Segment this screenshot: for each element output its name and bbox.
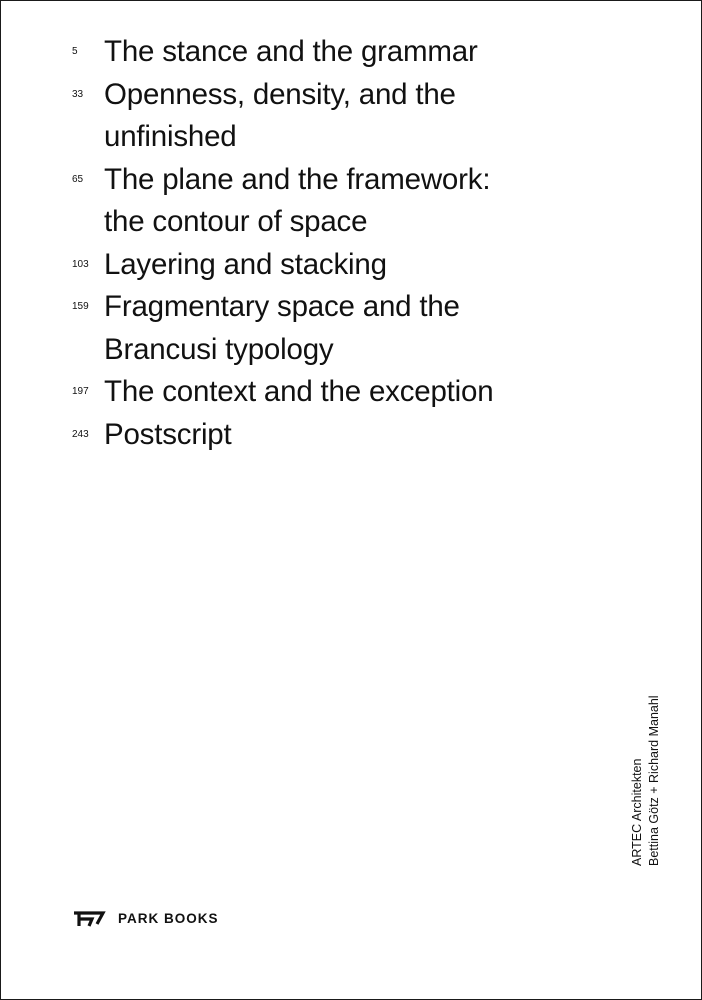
toc-page-number: 243 <box>72 428 89 440</box>
toc-entry <box>0 31 560 74</box>
toc-page-number: 33 <box>72 88 84 100</box>
toc-title-line: Fragmentary space and the <box>104 290 460 323</box>
book-authors: Bettina Götz + Richard Manahl <box>647 695 661 866</box>
toc-title-line: unfinished <box>104 120 237 153</box>
toc-entry <box>0 414 560 457</box>
publisher-imprint <box>72 907 219 929</box>
park-books-logo-icon <box>72 907 106 929</box>
vertical-credit <box>629 690 665 870</box>
toc-entry <box>0 159 560 244</box>
publisher-name: PARK BOOKS <box>118 910 219 926</box>
toc-title-line: Layering and stacking <box>104 247 387 281</box>
toc-page-number: 103 <box>72 258 89 270</box>
toc-page-number: 159 <box>72 301 89 312</box>
toc-entry <box>0 244 560 287</box>
toc-page-number: 197 <box>72 386 89 397</box>
toc-title-line: Postscript <box>104 417 232 451</box>
toc-page-number: 65 <box>72 173 84 185</box>
toc-title-line: The plane and the framework: <box>104 162 491 196</box>
toc-entry <box>0 74 560 159</box>
toc-page-number: 5 <box>72 46 78 57</box>
toc-title-line: Openness, density, and the <box>104 77 456 111</box>
book-title: ARTEC Architekten <box>630 758 644 866</box>
toc-title-line: Brancusi typology <box>104 332 334 366</box>
toc-title-line: The context and the exception <box>104 375 494 408</box>
toc-title-line: the contour of space <box>104 205 368 238</box>
toc-entry <box>0 371 560 414</box>
toc-entry <box>0 286 560 371</box>
toc-title-line: The stance and the grammar <box>104 35 478 68</box>
table-of-contents <box>0 31 560 456</box>
